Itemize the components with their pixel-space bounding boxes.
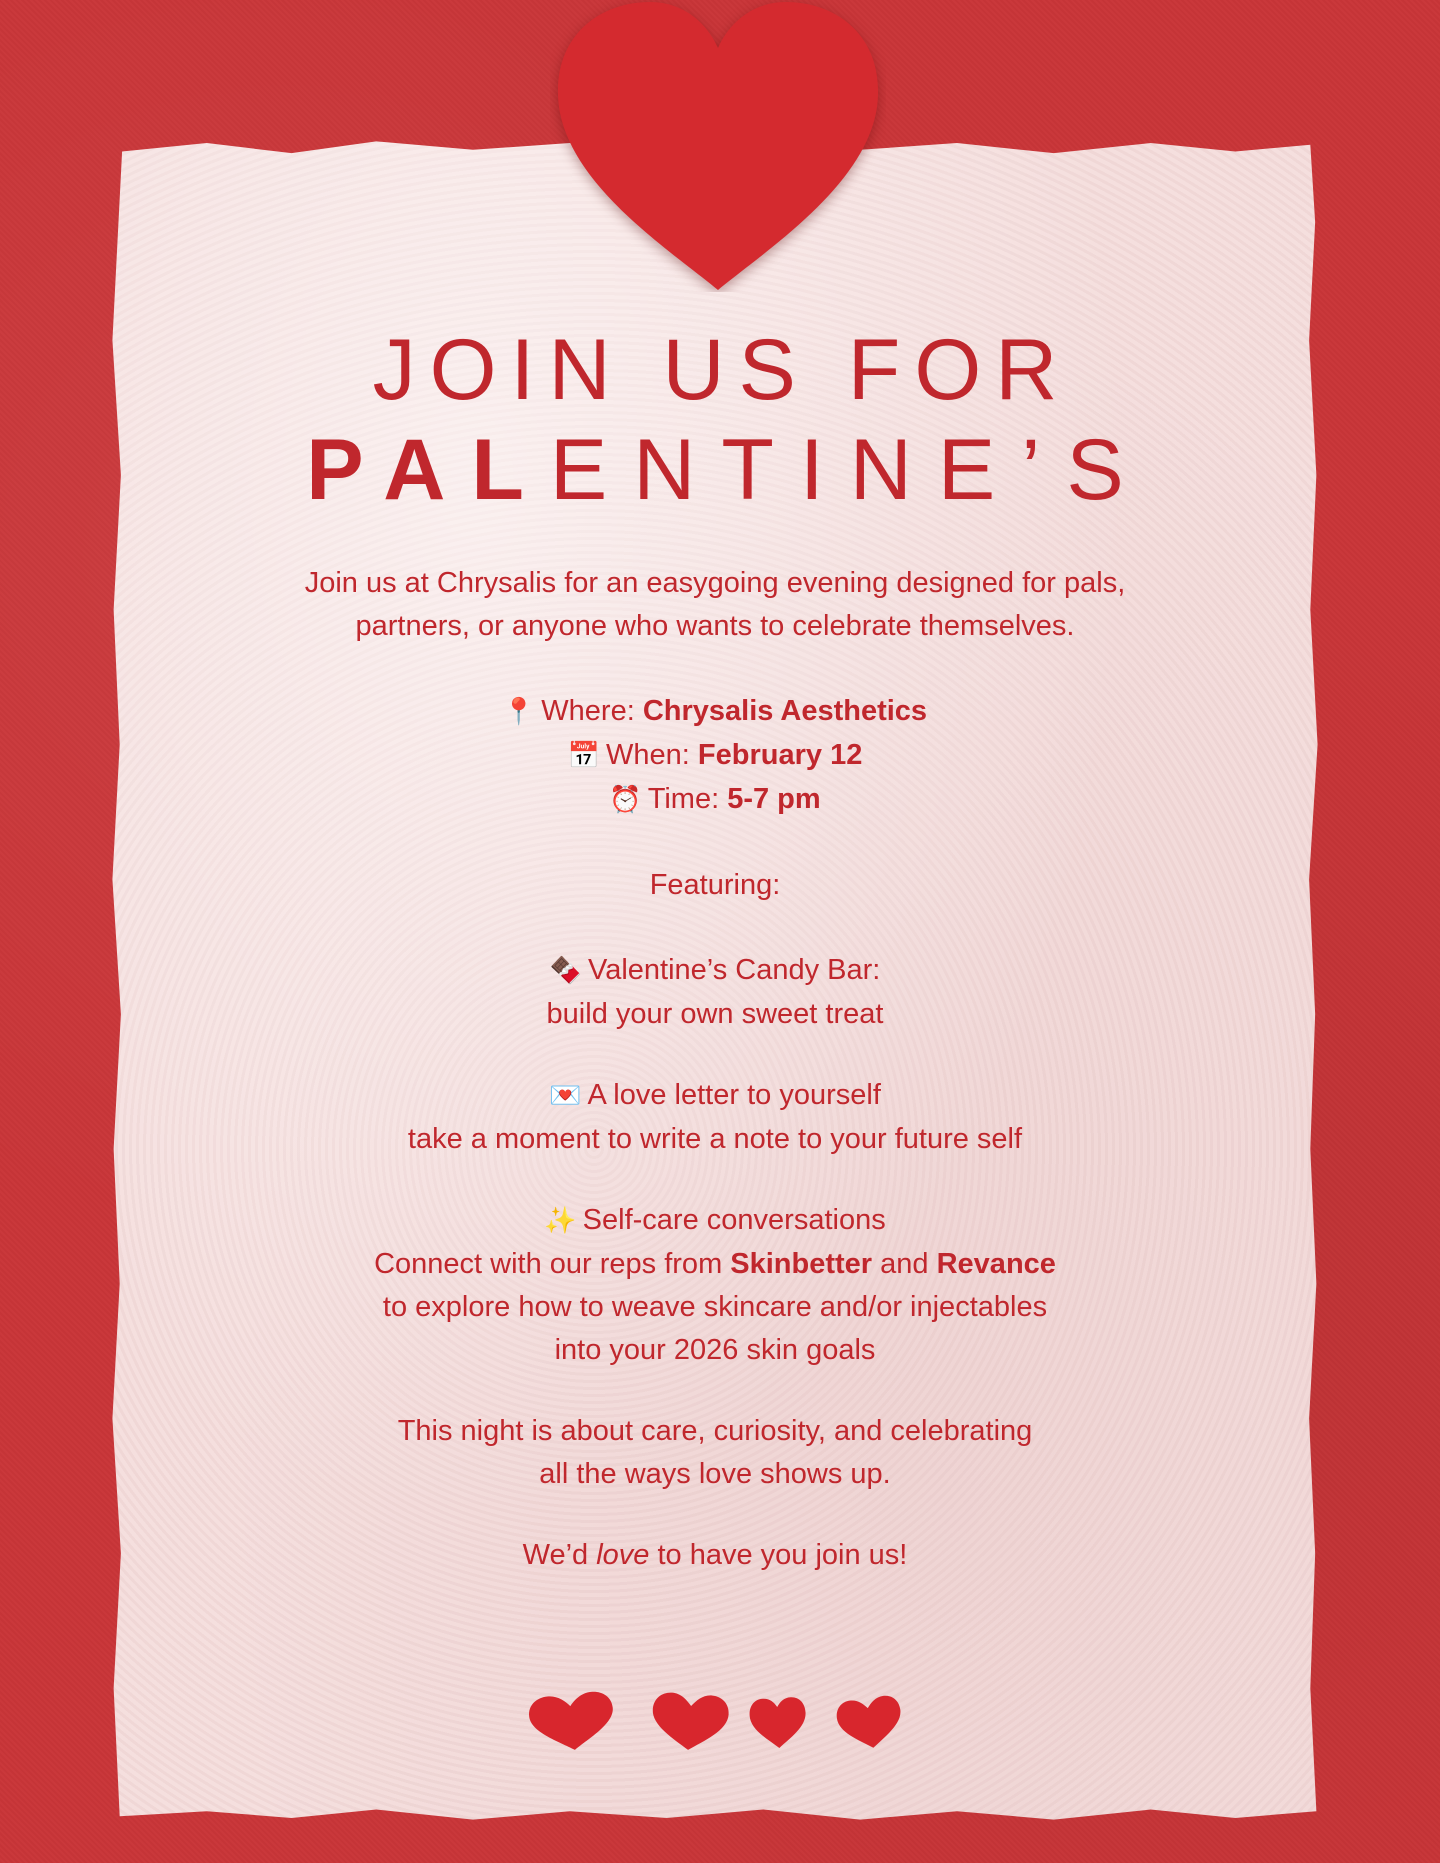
- invite-love: love: [596, 1539, 650, 1571]
- selfcare-title-text: Self-care conversations: [582, 1204, 886, 1236]
- title-line-1: JOIN US FOR: [372, 322, 1072, 418]
- closing-line-2: all the ways love shows up.: [539, 1458, 891, 1490]
- candy-bar-title: [110, 949, 1320, 993]
- title-line-2: [110, 420, 1320, 520]
- title-bold-part: PAL: [306, 422, 550, 518]
- love-letter-icon: 💌: [549, 1081, 582, 1111]
- featuring-label: Featuring:: [649, 869, 781, 901]
- calendar-icon: 📅: [567, 741, 601, 771]
- when-label: When:: [606, 739, 698, 771]
- invite-start: We’d: [522, 1539, 597, 1571]
- hearts-decoration: [520, 1686, 920, 1756]
- heart-icon: [835, 1694, 905, 1752]
- intro-line-2: partners, or anyone who wants to celebrate themselves.: [355, 610, 1075, 642]
- invite-line: [110, 1534, 1320, 1577]
- self-care-description-3: into your 2026 skin goals: [554, 1334, 876, 1366]
- chocolate-bar-icon: 🍫: [549, 956, 583, 986]
- where-value: Chrysalis Aesthetics: [642, 695, 928, 727]
- time-line: [110, 778, 1320, 822]
- brand-revance: Revance: [936, 1248, 1056, 1280]
- when-value: February 12: [697, 739, 863, 771]
- brand-skinbetter: Skinbetter: [730, 1248, 873, 1280]
- alarm-clock-icon: ⏰: [609, 785, 642, 815]
- heart-icon: [650, 1691, 730, 1752]
- closing-line-1: This night is about care, curiosity, and celebrating: [397, 1415, 1033, 1447]
- invite-end: to have you join us!: [649, 1539, 908, 1571]
- selfcare-desc-start: Connect with our reps from: [374, 1248, 731, 1280]
- love-letter-description: take a moment to write a note to your future self: [407, 1123, 1023, 1155]
- self-care-description-2: to explore how to weave skincare and/or injectables: [382, 1291, 1048, 1323]
- candy-title-text: Valentine’s Candy Bar:: [588, 954, 881, 986]
- heart-icon: [527, 1690, 616, 1754]
- letter-title-text: A love letter to yourself: [587, 1079, 881, 1111]
- felt-heart-icon: [550, 0, 886, 292]
- time-label: Time:: [647, 783, 728, 815]
- candy-bar-description: build your own sweet treat: [546, 998, 884, 1030]
- invitation-content: [110, 320, 1320, 1577]
- round-pushpin-icon: 📍: [502, 697, 536, 727]
- title-rest-part: ENTINE’S: [549, 422, 1150, 518]
- love-letter-title: [110, 1074, 1320, 1118]
- heart-icon: [749, 1697, 808, 1750]
- intro-line-1: Join us at Chrysalis for an easygoing evening designed for pals,: [304, 567, 1126, 599]
- sparkles-icon: ✨: [544, 1206, 577, 1236]
- time-value: 5-7 pm: [727, 783, 821, 815]
- where-label: Where:: [541, 695, 643, 727]
- when-line: [110, 734, 1320, 778]
- where-line: [110, 690, 1320, 734]
- self-care-description-1: [110, 1243, 1320, 1286]
- selfcare-and: and: [872, 1248, 937, 1280]
- self-care-title: [110, 1199, 1320, 1243]
